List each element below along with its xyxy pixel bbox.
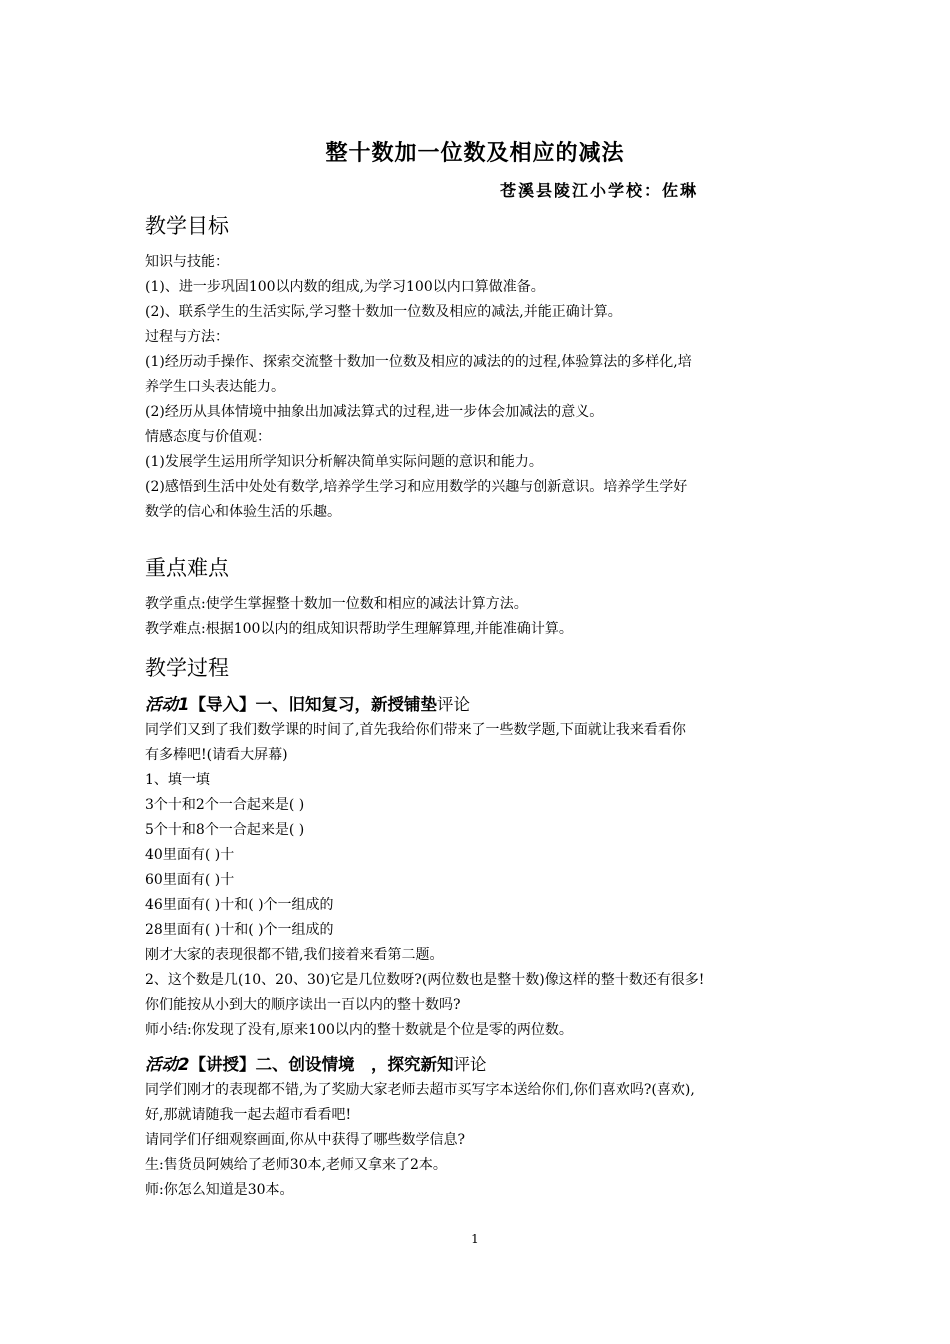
keypoints-heading: 重点难点	[145, 556, 229, 580]
keypoints-line: 教学重点:使学生掌握整十数加一位数和相应的减法计算方法。	[145, 596, 528, 612]
objectives-line: 知识与技能：	[145, 254, 229, 270]
objectives-line: (1)经历动手操作、探索交流整十数加一位数及相应的减法的的过程,体验算法的多样化,培	[145, 354, 692, 370]
objectives-line: 情感态度与价值观：	[145, 429, 271, 445]
objectives-line: (1)、进一步巩固100以内数的组成,为学习100以内口算做准备。	[145, 279, 545, 295]
document-title: 整十数加一位数及相应的减法	[325, 141, 625, 166]
activity2-tag: 【讲授】	[189, 1055, 256, 1074]
activity1-line: 你们能按从小到大的顺序读出一百以内的整十数吗?	[145, 997, 461, 1013]
objectives-section	[145, 211, 825, 525]
process-heading: 教学过程	[145, 656, 229, 680]
activity1-label: 活动1	[145, 695, 190, 714]
activity1-tag: 【导入】	[189, 695, 256, 714]
keypoints-line: 教学难点:根据100以内的组成知识帮助学生理解算理,并能准确计算。	[145, 621, 573, 637]
activity2-comment-link[interactable]: 评论	[453, 1055, 487, 1074]
document-author: 苍溪县陵江小学校：佐琳	[500, 181, 699, 200]
objectives-line: (1)发展学生运用所学知识分析解决简单实际问题的意识和能力。	[145, 454, 543, 470]
process-section	[145, 653, 825, 1203]
activity1-line: 同学们又到了我们数学课的时间了,首先我给你们带来了一些数学题,下面就让我来看看你	[145, 722, 686, 738]
activity1-line: 刚才大家的表现很都不错,我们接着来看第二题。	[145, 947, 444, 963]
activity1-line: 师小结:你发现了没有,原来100以内的整十数就是个位是零的两位数。	[145, 1022, 573, 1038]
activity2-line: 请同学们仔细观察画面,你从中获得了哪些数学信息?	[145, 1132, 465, 1148]
activity1-line: 有多棒吧!(请看大屏幕)	[145, 747, 288, 763]
activity1-line: 2、这个数是几(10、20、30)它是几位数呀?(两位数也是整十数)像这样的整十数还有很多!	[145, 972, 705, 988]
activity2-label: 活动2	[145, 1055, 190, 1074]
objectives-line: (2)经历从具体情境中抽象出加减法算式的过程,进一步体会加减法的意义。	[145, 404, 604, 420]
objectives-line: (2)、联系学生的生活实际,学习整十数加一位数及相应的减法,并能正确计算。	[145, 304, 622, 320]
activity2-line: 生:售货员阿姨给了老师30本,老师又拿来了2本。	[145, 1157, 447, 1173]
keypoints-section	[145, 553, 825, 642]
objectives-line: (2)感悟到生活中处处有数学,培养学生学习和应用数学的兴趣与创新意识。培养学生学好	[145, 479, 688, 495]
page-number: 1	[471, 1232, 479, 1246]
activity1-line: 28里面有( )十和( )个一组成的	[145, 922, 334, 938]
activity1-title: 一、旧知复习，新授铺垫	[255, 695, 437, 714]
activity1-line: 46里面有( )十和( )个一组成的	[145, 897, 334, 913]
activity2-line: 师:你怎么知道是30本。	[145, 1182, 294, 1198]
activity2-line: 同学们刚才的表现都不错,为了奖励大家老师去超市买写字本送给你们,你们喜欢吗?(喜欢),	[145, 1082, 695, 1098]
activity1-line: 1、填一填	[145, 772, 210, 788]
activity2-title: 二、创设情境 ，探究新知	[255, 1055, 454, 1074]
activity1-comment-link[interactable]: 评论	[436, 695, 470, 714]
activity1-heading	[145, 692, 825, 718]
activity1-line: 5个十和8个一合起来是( )	[145, 822, 305, 838]
objectives-line: 养学生口头表达能力。	[145, 379, 285, 395]
objectives-heading: 教学目标	[145, 214, 229, 238]
activity1-line: 60里面有( )十	[145, 872, 235, 888]
activity2-line: 好,那就请随我一起去超市看看吧!	[145, 1107, 352, 1123]
activity1-line: 40里面有( )十	[145, 847, 235, 863]
objectives-line: 过程与方法：	[145, 329, 229, 345]
objectives-line: 数学的信心和体验生活的乐趣。	[145, 504, 341, 520]
activity1-line: 3个十和2个一合起来是( )	[145, 797, 305, 813]
activity2-heading	[145, 1052, 825, 1078]
